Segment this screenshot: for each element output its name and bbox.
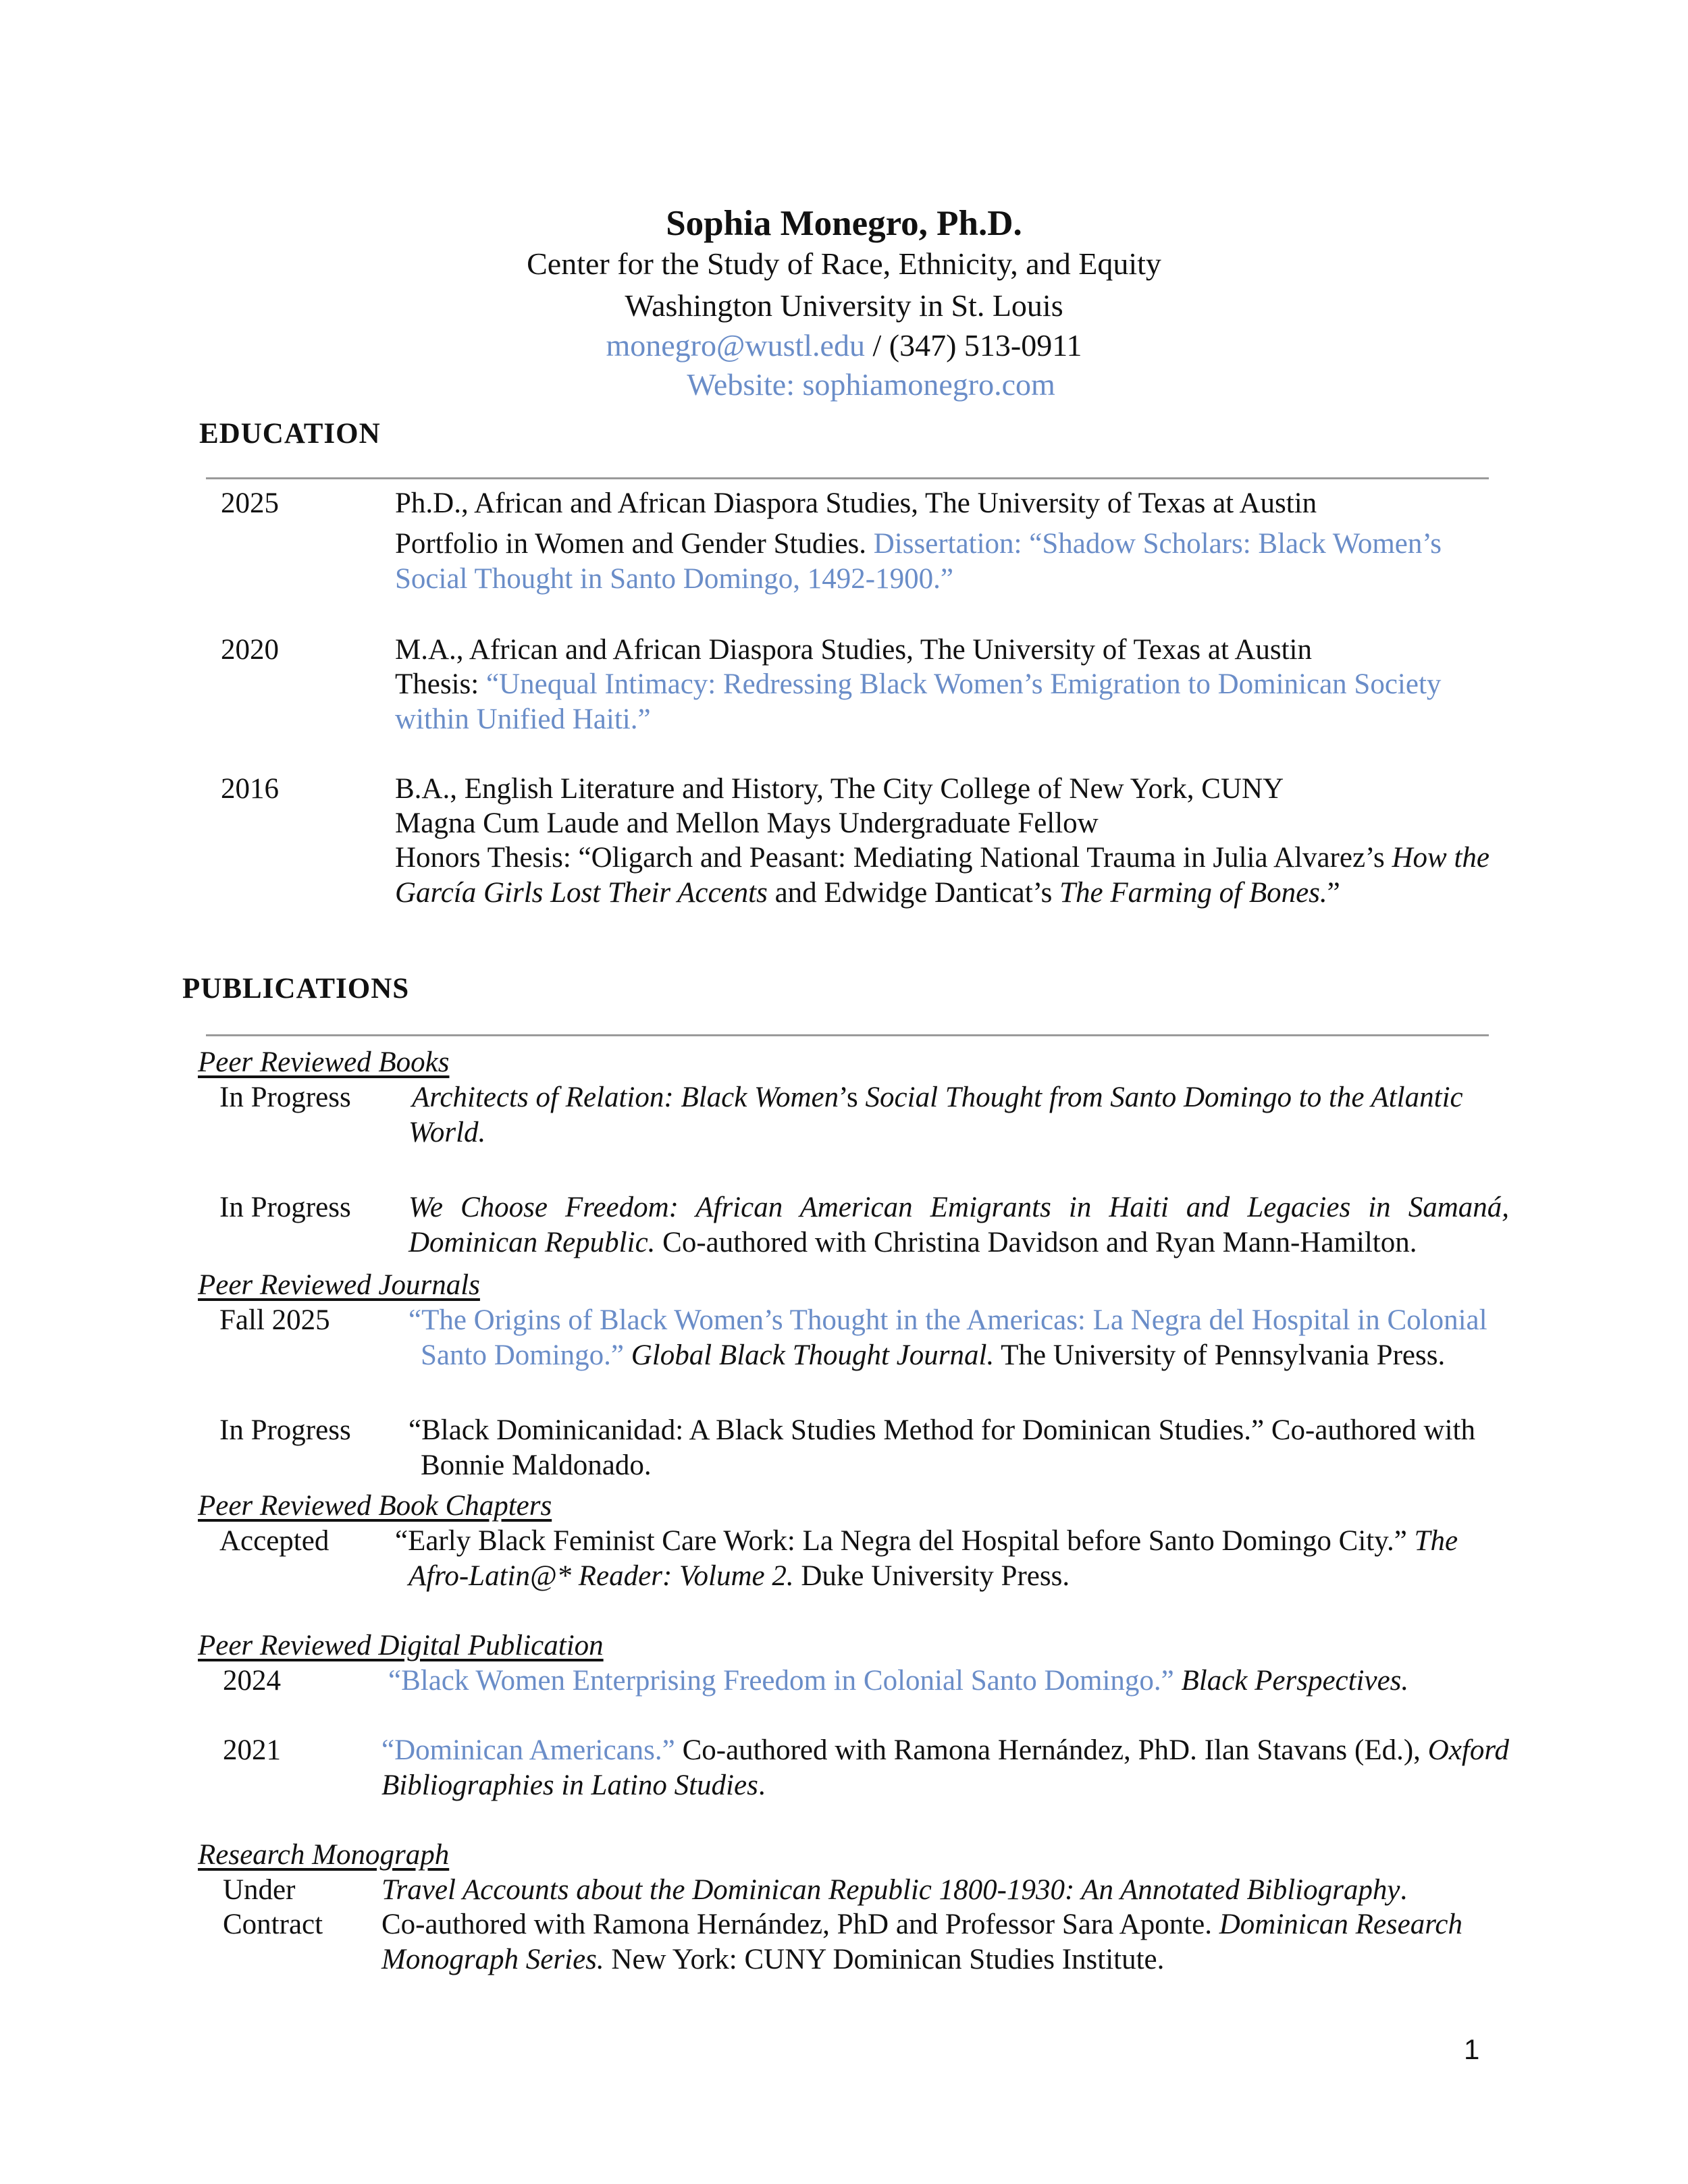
dissertation-link[interactable]: Dissertation: “Shadow Scholars: Black Women’s Social Thought in Santo Domingo, 1492-1900.” [395, 528, 1442, 595]
honors-thesis-text: ” [1327, 877, 1340, 909]
monograph-title: Travel Accounts about the Dominican Republic 1800-1930: An Annotated Bibliography [381, 1874, 1400, 1906]
honors-thesis-text: Honors Thesis: “Oligarch and Peasant: Mediating National Trauma in Julia Alvarez’s [395, 842, 1392, 874]
book-title-text: We Choose Freedom: African American Emigrants in Haiti and Legacies in Samaná, Dominican Republic. [408, 1192, 1509, 1258]
digital-citation [381, 1733, 1509, 1803]
digital-venue: Oxford Bibliographies in Latino Studies [381, 1734, 1510, 1801]
digital-citation [388, 1663, 1509, 1699]
publications-heading: PUBLICATIONS [182, 973, 410, 1005]
education-heading: EDUCATION [199, 418, 381, 450]
honors-thesis-book-title: How the García Girls Lost Their Accents [395, 842, 1489, 909]
pub-date: Fall 2025 [219, 1304, 330, 1336]
pub-date: Under [223, 1874, 296, 1906]
phone-number: (347) 513-0911 [889, 328, 1082, 363]
journal-article-link[interactable]: “The Origins of Black Women’s Thought in the Americas: La Negra del Hospital in Colonial Santo Domingo.” [408, 1304, 1487, 1371]
pub-date: In Progress [219, 1414, 351, 1446]
monograph-series: Dominican Research Monograph Series. [381, 1909, 1462, 1975]
pub-date: In Progress [219, 1082, 351, 1113]
page-number: 1 [1464, 2033, 1480, 2065]
education-divider [206, 477, 1489, 479]
website-link[interactable]: Website: sophiamonegro.com [687, 367, 1055, 402]
education-year: 2020 [221, 634, 279, 666]
journal-publisher: The University of Pennsylvania Press. [994, 1339, 1446, 1371]
degree-detail [395, 527, 1502, 597]
pub-date: Accepted [219, 1525, 329, 1557]
book-title [408, 1080, 1509, 1150]
chapter-publisher: Duke University Press. [793, 1560, 1070, 1592]
honors-line: Magna Cum Laude and Mellon Mays Undergraduate Fellow [395, 807, 1099, 839]
contact-separator: / [864, 328, 889, 363]
honors-thesis-book-title: The Farming of Bones. [1059, 877, 1327, 909]
pub-date: 2021 [223, 1734, 281, 1766]
book-title [408, 1190, 1509, 1260]
digital-venue: Black Perspectives. [1173, 1665, 1409, 1697]
digital-article-link[interactable]: “Dominican Americans.” [381, 1734, 675, 1766]
thesis-label: Thesis: [395, 668, 486, 700]
journal-citation: “Black Dominicanidad: A Black Studies Method for Dominican Studies.” Co-authored with Bonnie Maldonado. [408, 1414, 1475, 1481]
pub-date: 2024 [223, 1665, 281, 1697]
chapter-venue: The Afro-Latin@* Reader: Volume 2. [408, 1525, 1458, 1592]
book-coauthors: Co-authored with Christina Davidson and Ryan Mann-Hamilton. [655, 1227, 1417, 1258]
affiliation-center: Center for the Study of Race, Ethnicity, and Equity [527, 246, 1161, 281]
digital-coauthors: Co-authored with Ramona Hernández, PhD. Ilan Stavans (Ed.), [675, 1734, 1428, 1766]
degree-detail [395, 667, 1448, 737]
publications-divider [206, 1034, 1489, 1036]
pub-date: Contract [223, 1909, 323, 1940]
thesis-link[interactable]: “Unequal Intimacy: Redressing Black Women’s Emigration to Dominican Society within Unified Haiti.” [395, 668, 1442, 735]
digital-subheading: Peer Reviewed Digital Publication [198, 1630, 604, 1661]
monograph-punctuation: . [1400, 1874, 1408, 1906]
books-subheading: Peer Reviewed Books [198, 1046, 450, 1078]
digital-article-link[interactable]: “Black Women Enterprising Freedom in Colonial Santo Domingo.” [388, 1665, 1174, 1697]
honors-thesis [395, 841, 1502, 911]
chapter-citation [395, 1524, 1502, 1594]
degree-line: M.A., African and African Diaspora Studies, The University of Texas at Austin [395, 634, 1313, 666]
chapter-title: “Early Black Feminist Care Work: La Negra del Hospital before Santo Domingo City.” [395, 1525, 1415, 1557]
pub-date: In Progress [219, 1192, 351, 1223]
cv-name: Sophia Monegro, Ph.D. [666, 204, 1022, 243]
email-link[interactable]: monegro@wustl.edu [606, 328, 865, 363]
monograph-coauthors: Co-authored with Ramona Hernández, PhD and Professor Sara Aponte. [381, 1909, 1219, 1940]
book-title-text: Architects of Relation: Black Women [412, 1082, 839, 1113]
monograph-title-line [381, 1873, 1509, 1908]
digital-punctuation: . [758, 1769, 766, 1801]
degree-line: B.A., English Literature and History, The City College of New York, CUNY [395, 773, 1284, 805]
portfolio-text: Portfolio in Women and Gender Studies. [395, 528, 874, 560]
monograph-details [381, 1907, 1509, 1977]
degree-line: Ph.D., African and African Diaspora Studies, The University of Texas at Austin [395, 487, 1317, 519]
affiliation-university: Washington University in St. Louis [625, 288, 1063, 323]
monograph-subheading: Research Monograph [198, 1839, 450, 1871]
book-title-text: ’s [839, 1082, 866, 1113]
journal-venue: Global Black Thought Journal. [623, 1339, 995, 1371]
honors-thesis-text: and Edwidge Danticat’s [767, 877, 1060, 909]
book-title-text: Social Thought from Santo Domingo to the Atlantic World. [408, 1082, 1463, 1148]
education-year: 2016 [221, 773, 279, 805]
education-year: 2025 [221, 487, 279, 519]
journal-citation [408, 1303, 1516, 1373]
chapters-subheading: Peer Reviewed Book Chapters [198, 1490, 552, 1522]
journals-subheading: Peer Reviewed Journals [198, 1269, 480, 1301]
contact-line [0, 325, 1688, 366]
monograph-publisher: New York: CUNY Dominican Studies Institute. [604, 1944, 1165, 1975]
